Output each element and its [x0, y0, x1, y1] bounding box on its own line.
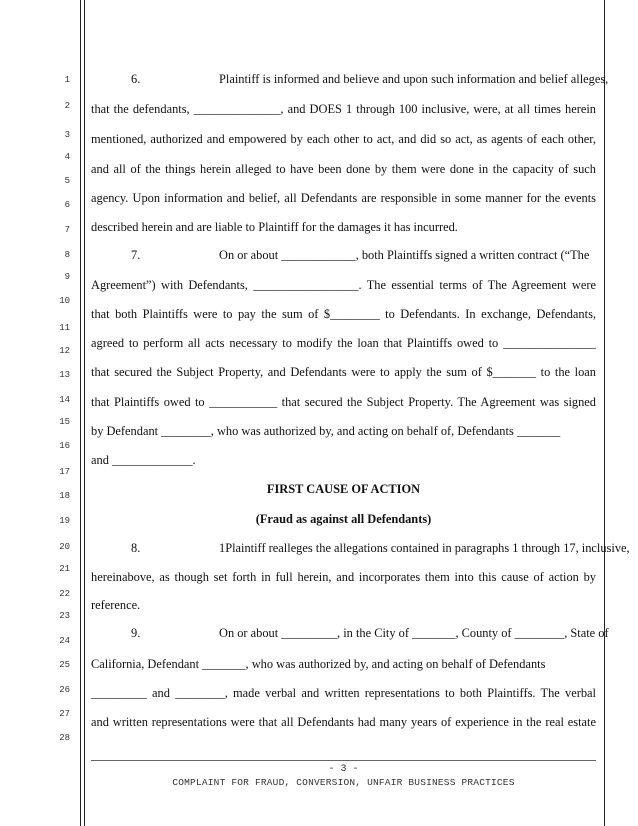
section-subheading: (Fraud as against all Defendants) [255, 512, 432, 526]
line-number: 1 [64, 75, 70, 85]
left-margin-rule [80, 0, 81, 826]
paragraph-9-line-2: California, Defendant _______, who was authorized by, and acting on behalf of Defendants [91, 657, 546, 671]
line-number: 18 [59, 491, 70, 501]
paragraph-number: 6. [131, 72, 141, 86]
paragraph-7-line-8: and _____________. [91, 453, 196, 467]
line-number: 13 [59, 370, 70, 380]
footer-document-title: COMPLAINT FOR FRAUD, CONVERSION, UNFAIR BUSINESS PRACTICES [172, 777, 515, 788]
line-number: 15 [59, 417, 70, 427]
paragraph-8-line-1: 8. 1Plaintiff realleges the allegations contained in paragraphs 1 through 17, inclusive, [91, 541, 596, 556]
line-number: 2 [64, 101, 70, 111]
paragraph-9-line-4: and written representations were that all Defendants had many years of experience in the real estate [91, 715, 596, 729]
line-number: 3 [64, 130, 70, 140]
right-margin-rule [604, 0, 605, 826]
paragraph-7-line-4: agreed to perform all acts necessary to modify the loan that Plaintiffs owed to _______________ [91, 336, 596, 350]
paragraph-7-line-7: by Defendant ________, who was authorized by, and acting on behalf of, Defendants _______ [91, 424, 561, 438]
paragraph-7-line-6: that Plaintiffs owed to ___________ that secured the Subject Property. The Agreement was signed [91, 395, 596, 409]
line-number: 19 [59, 516, 70, 526]
line-number: 14 [59, 395, 70, 405]
paragraph-number: 9. [131, 626, 141, 640]
paragraph-7-line-3: that both Plaintiffs were to pay the sum of $________ to Defendants. In exchange, Defendants, [91, 307, 596, 321]
paragraph-8-line-2: hereinabove, as though set forth in full herein, and incorporates them into this cause of action by [91, 570, 596, 584]
paragraph-6-line-5: agency. Upon information and belief, all Defendants are responsible in some manner for the events [91, 191, 596, 205]
line-number: 27 [59, 709, 70, 719]
line-number: 11 [59, 323, 70, 333]
line-number: 8 [64, 250, 70, 260]
line-number: 23 [59, 611, 70, 621]
paragraph-8-line-3: reference. [91, 598, 141, 612]
page-number: - 3 - [328, 764, 359, 775]
line-number: 17 [59, 467, 70, 477]
line-number: 24 [59, 636, 70, 646]
paragraph-6-line-6: described herein and are liable to Plaintiff for the damages it has incurred. [91, 220, 458, 234]
paragraph-6-line-2: that the defendants, ______________, and DOES 1 through 100 inclusive, were, at all times herein [91, 102, 596, 116]
line-number: 25 [59, 660, 70, 670]
line-number: 4 [64, 152, 70, 162]
paragraph-9-line-1: 9. On or about _________, in the City of _______, County of ________, State of [91, 626, 596, 641]
line-number: 7 [64, 225, 70, 235]
line-number: 6 [64, 200, 70, 210]
paragraph-7-line-2: Agreement”) with Defendants, _________________. The essential terms of The Agreement were [91, 278, 596, 292]
paragraph-6-line-1: 6. Plaintiff is informed and believe and upon such information and belief alleges, [91, 72, 596, 87]
paragraph-7-line-1: 7. On or about ____________, both Plaintiffs signed a written contract (“The [91, 248, 596, 263]
line-number: 20 [59, 542, 70, 552]
paragraph-9-line-3: _________ and ________, made verbal and written representations to both Plaintiffs. The verbal [91, 686, 596, 700]
line-number: 26 [59, 685, 70, 695]
paragraph-number: 8. [131, 541, 141, 555]
paragraph-6-line-3: mentioned, authorized and empowered by each other to act, and did so act, as agents of each other, [91, 132, 596, 146]
footer-divider [91, 760, 596, 761]
paragraph-6-line-4: and all of the things herein alleged to have been done by them were done in the capacity of such [91, 162, 596, 176]
line-number: 21 [59, 564, 70, 574]
paragraph-7-line-5: that secured the Subject Property, and Defendants were to apply the sum of $_______ to the loan [91, 365, 596, 379]
section-heading: FIRST CAUSE OF ACTION [266, 482, 421, 496]
paragraph-number: 7. [131, 248, 141, 262]
left-margin-rule-inner [84, 0, 85, 826]
line-number: 16 [59, 441, 70, 451]
line-number: 12 [59, 346, 70, 356]
line-number: 10 [59, 296, 70, 306]
line-number: 28 [59, 733, 70, 743]
line-number: 9 [64, 272, 70, 282]
line-number: 22 [59, 589, 70, 599]
line-number: 5 [64, 176, 70, 186]
